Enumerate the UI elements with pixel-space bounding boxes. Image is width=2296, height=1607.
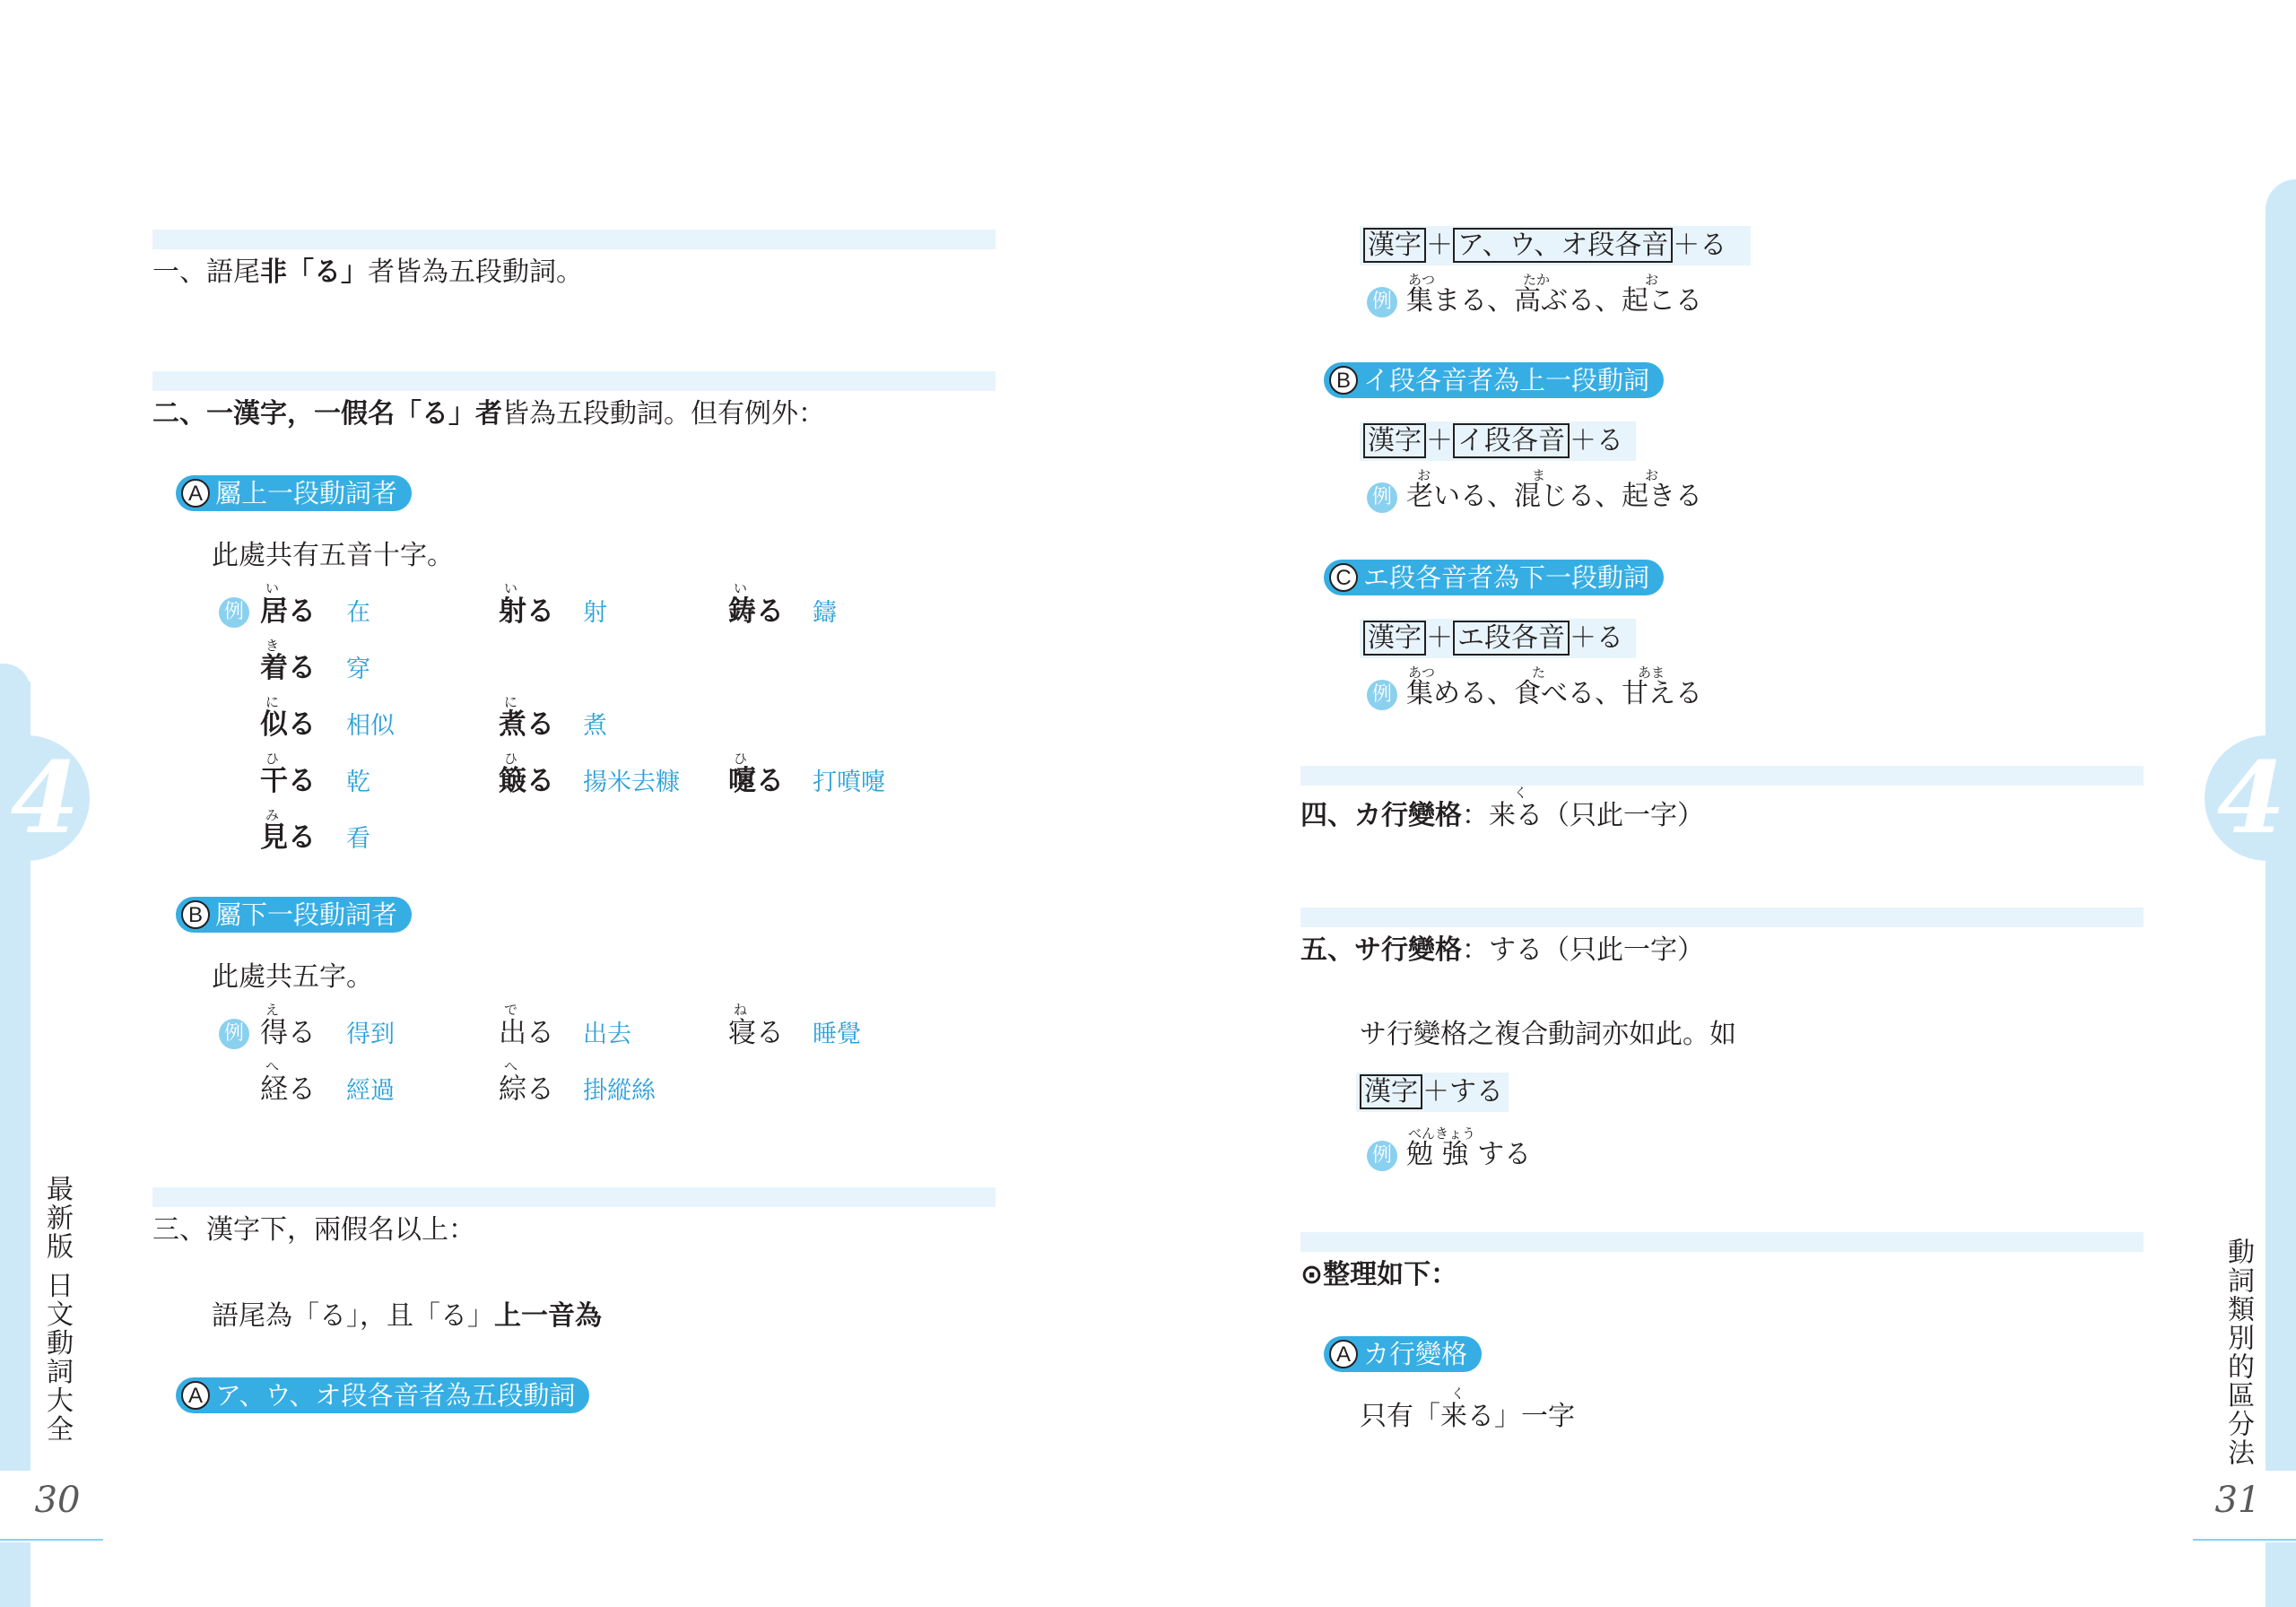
section-4-heading: 四、カ行變格：来る（只此一字） [1300, 800, 1704, 831]
verb-meaning: 掛縱絲 [583, 1077, 656, 1105]
section-band [1300, 766, 2144, 786]
verb-meaning: 睡覺 [813, 1021, 861, 1048]
pill-b-upper-monograde: B イ段各音者為上一段動詞 [1324, 362, 1664, 398]
verb-meaning: 相似 [346, 712, 395, 740]
verb-meaning: 乾 [346, 769, 370, 796]
section-band [1300, 1232, 2144, 1252]
example-4: 勉 強 する [1406, 1139, 1532, 1170]
verb-word: 嚔る [728, 765, 784, 797]
right-side-title: 動詞類別的區分法 [2222, 1238, 2254, 1467]
right-pagenum-line [2193, 1539, 2296, 1541]
ruby: い [265, 580, 280, 596]
verb-word: 射る [499, 595, 554, 628]
verb-meaning: 打噴嚏 [813, 769, 885, 796]
ruby: お [1417, 467, 1431, 483]
note-a: 此處共有五音十字。 [212, 540, 454, 571]
ruby: あま [1638, 665, 1665, 681]
verb-meaning: 穿 [346, 656, 370, 683]
section-1-heading: 一、語尾非「る」者皆為五段動詞。 [152, 256, 583, 288]
verb-word: 出る [499, 1017, 554, 1049]
verb-word: 鋳る [728, 595, 784, 628]
example-badge: 例 [1367, 482, 1397, 513]
ruby: み [265, 807, 280, 823]
example-badge: 例 [219, 597, 249, 628]
verb-meaning: 在 [346, 599, 370, 627]
verb-word: 干る [260, 765, 316, 797]
ruby: へ [265, 1058, 280, 1074]
example-words: 集まる、高ぶる、起こる [1406, 285, 1702, 317]
ruby: たか [1523, 272, 1551, 288]
verb-word: 似る [260, 708, 316, 741]
section-2-heading: 二、一漢字，一假名「る」者皆為五段動詞。但有例外： [152, 398, 825, 430]
left-side-title: 最新版 日文動詞大全 [41, 1175, 73, 1444]
section-5-note: サ行變格之複合動詞亦如此。如 [1360, 1019, 1736, 1050]
left-tab-number: 4 [10, 740, 80, 856]
ruby: ひ [504, 751, 518, 767]
right-page-number: 31 [2214, 1480, 2261, 1521]
ruby: お [1645, 467, 1659, 483]
pill-a-ka-irregular: A カ行變格 [1324, 1336, 1482, 1372]
verb-meaning: 射 [583, 599, 607, 627]
example-badge: 例 [1367, 287, 1397, 317]
example-badge: 例 [1367, 680, 1397, 710]
ruby: き [265, 638, 280, 654]
verb-word: 見る [260, 821, 316, 854]
ruby: へ [504, 1058, 518, 1074]
ruby: ひ [734, 751, 748, 767]
summary-note: 只有「来る」一字 [1360, 1401, 1575, 1432]
ruby: に [504, 694, 518, 710]
right-tab-number: 4 [2216, 740, 2286, 856]
verb-meaning: 出去 [583, 1021, 631, 1048]
verb-meaning: 看 [346, 825, 370, 853]
ruby: べんきょう [1408, 1125, 1476, 1142]
formula-3: 漢字 ＋ エ段各音 ＋る [1363, 621, 1623, 656]
section-3-heading: 三、漢字下，兩假名以上： [152, 1214, 475, 1246]
section-band [152, 1187, 996, 1207]
verb-word: 居る [260, 595, 316, 628]
section-3-note: 語尾為「る」，且「る」上一音為 [212, 1300, 602, 1332]
verb-meaning: 揚米去糠 [583, 769, 680, 796]
verb-meaning: 得到 [346, 1021, 395, 1048]
left-margin-bar-cap [0, 664, 30, 717]
ruby: い [734, 580, 748, 596]
ruby: く [1514, 785, 1528, 801]
ruby: お [1645, 272, 1659, 288]
pill-c-lower-monograde: C エ段各音者為下一段動詞 [1324, 560, 1664, 595]
left-pagenum-line [0, 1539, 103, 1541]
example-badge: 例 [219, 1019, 249, 1049]
pill-a-godan: A ア、ウ、オ段各音者為五段動詞 [176, 1377, 589, 1413]
verb-meaning: 鑄 [813, 599, 837, 627]
ruby: に [265, 694, 280, 710]
formula-1: 漢字 ＋ ア、ウ、オ段各音 ＋る [1363, 228, 1726, 264]
example-words: 老いる、混じる、起きる [1406, 481, 1702, 512]
ruby: で [504, 1002, 518, 1018]
section-5-heading: 五、サ行變格：する（只此一字） [1300, 934, 1704, 966]
verb-word: 着る [260, 652, 316, 684]
section-band [152, 230, 996, 249]
summary-heading: ⊙整理如下： [1300, 1259, 1458, 1290]
verb-word: 経る [260, 1073, 316, 1106]
verb-word: 寝る [728, 1017, 784, 1049]
left-page-number: 30 [34, 1480, 81, 1521]
example-badge: 例 [1367, 1141, 1397, 1171]
section-band [152, 371, 996, 391]
verb-meaning: 經過 [346, 1077, 395, 1105]
ruby: た [1532, 665, 1546, 681]
verb-word: 得る [260, 1017, 316, 1049]
formula-2: 漢字 ＋ イ段各音 ＋る [1363, 423, 1623, 459]
ruby: ま [1532, 467, 1546, 483]
ruby: く [1451, 1385, 1465, 1402]
ruby: あつ [1408, 665, 1436, 681]
ruby: い [504, 580, 518, 596]
section-band [1300, 908, 2144, 927]
formula-4: 漢字 ＋する [1360, 1074, 1503, 1110]
note-b: 此處共五字。 [212, 961, 373, 993]
pill-a-upper-monograde: A 屬上一段動詞者 [176, 475, 412, 511]
example-words: 集める、食べる、甘える [1406, 678, 1702, 709]
right-margin-bar [2266, 233, 2296, 1607]
verb-word: 簸る [499, 765, 554, 797]
verb-word: 綜る [499, 1073, 554, 1106]
verb-meaning: 煮 [583, 712, 607, 740]
verb-word: 煮る [499, 708, 554, 741]
right-margin-bar-cap [2266, 179, 2296, 251]
ruby: ね [734, 1002, 748, 1018]
ruby: ひ [265, 751, 280, 767]
pill-b-lower-monograde: B 屬下一段動詞者 [176, 897, 412, 933]
ruby: あつ [1408, 272, 1436, 288]
ruby: え [265, 1002, 280, 1018]
